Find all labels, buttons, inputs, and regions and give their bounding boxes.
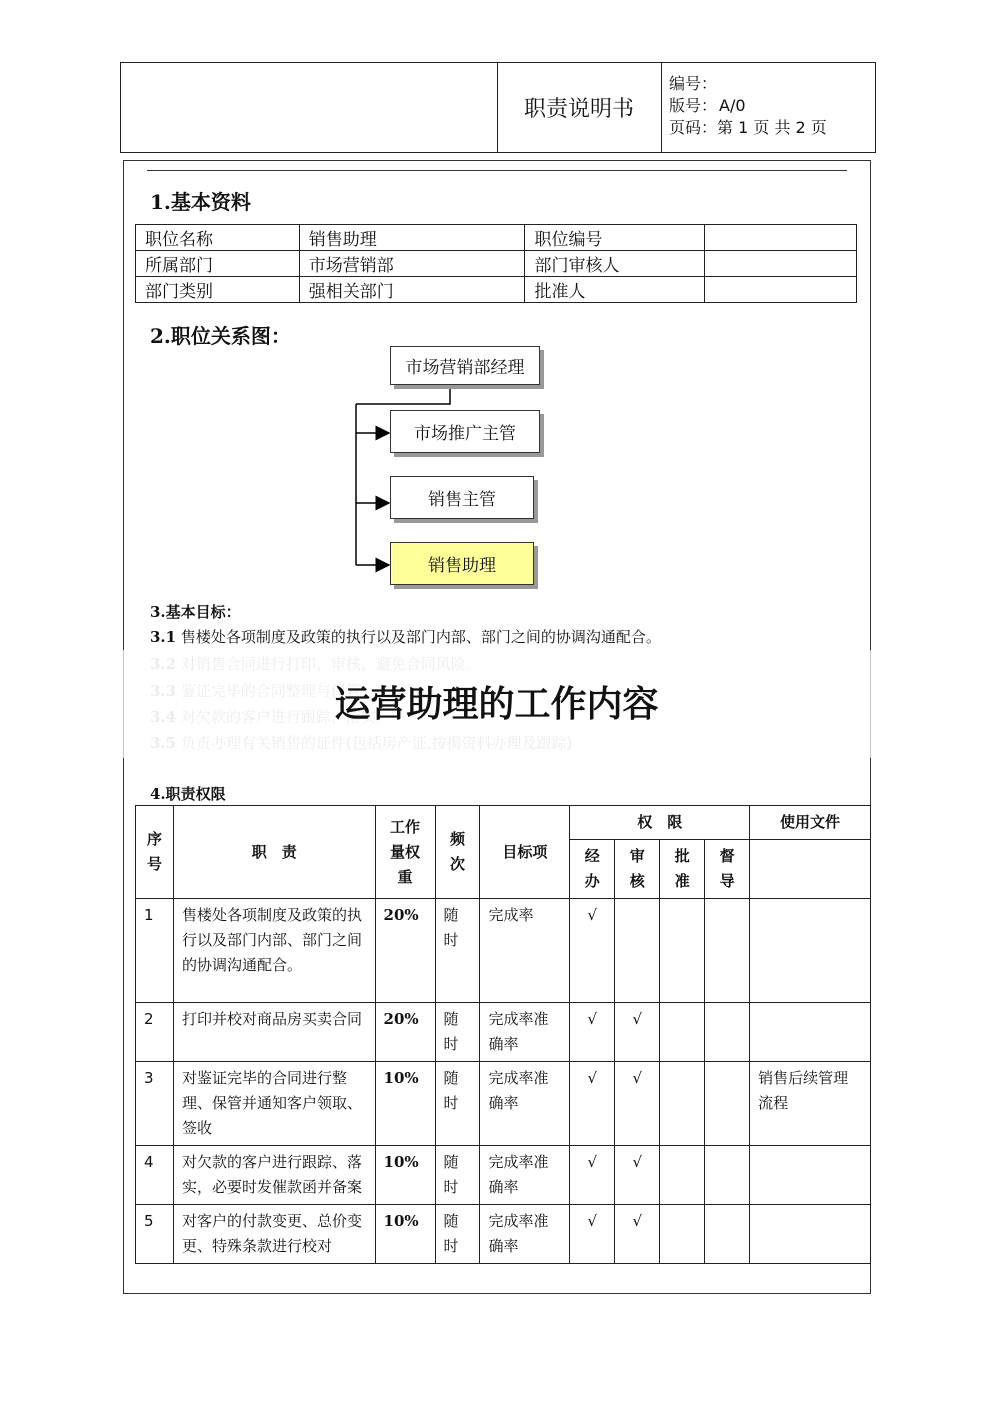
cell-target: 完成率准确率 [480, 1205, 570, 1264]
org-node-sales-assistant: 销售助理 [390, 542, 534, 585]
col-header-review: 审核 [615, 840, 660, 899]
cell-freq: 随时 [435, 1205, 480, 1264]
cell-handle: √ [570, 899, 615, 1003]
cell-supervise [705, 1003, 750, 1062]
cell-weight: 10% [375, 1062, 435, 1146]
table-header-row [136, 806, 871, 840]
cell-docs [750, 899, 871, 1003]
cell-freq: 随时 [435, 899, 480, 1003]
table-cell: 职位编号 [525, 225, 705, 251]
table-row [136, 1062, 871, 1146]
cell-supervise [705, 1062, 750, 1146]
section-goals-title: 3.基本目标： [150, 603, 241, 621]
cell-weight: 10% [375, 1146, 435, 1205]
table-row [136, 1146, 871, 1205]
section-basic-info-title: 1.基本资料 [150, 190, 251, 214]
cell-review: √ [615, 1146, 660, 1205]
col-header-handle: 经办 [570, 840, 615, 899]
cell-approve [660, 1205, 705, 1264]
cell-supervise [705, 1146, 750, 1205]
cell-supervise [705, 1205, 750, 1264]
col-header-approve: 批准 [660, 840, 705, 899]
cell-docs [750, 1146, 871, 1205]
org-node-sales-supervisor: 销售主管 [390, 476, 534, 519]
col-header-supervise: 督导 [705, 840, 750, 899]
cell-no: 1 [136, 899, 174, 1003]
cell-target: 完成率准确率 [480, 1003, 570, 1062]
cell-docs [750, 1003, 871, 1062]
cell-no: 2 [136, 1003, 174, 1062]
version-value: A/0 [719, 96, 746, 115]
table-cell: 部门审核人 [525, 251, 705, 277]
goal-item: 3.1 售楼处各项制度及政策的执行以及部门内部、部门之间的协调沟通配合。 [150, 628, 661, 646]
col-header-duty: 职 责 [173, 806, 375, 899]
section-duties-title: 4.职责权限 [150, 785, 226, 803]
cell-duty: 打印并校对商品房买卖合同 [173, 1003, 375, 1062]
table-cell: 部门类别 [136, 277, 300, 303]
cell-target: 完成率 [480, 899, 570, 1003]
cell-handle: √ [570, 1205, 615, 1264]
table-row [136, 1205, 871, 1264]
cell-approve [660, 899, 705, 1003]
table-row [136, 899, 871, 1003]
version-label: 版号： [669, 96, 718, 115]
cell-supervise [705, 899, 750, 1003]
cell-weight: 20% [375, 899, 435, 1003]
table-cell: 强相关部门 [299, 277, 525, 303]
col-header-no: 序号 [136, 806, 174, 899]
cell-freq: 随时 [435, 1003, 480, 1062]
cell-review: √ [615, 1205, 660, 1264]
overlay-title: 运营助理的工作内容 [334, 684, 659, 725]
col-header-docs: 使用文件 [750, 806, 871, 840]
cell-weight: 20% [375, 1003, 435, 1062]
cell-no: 4 [136, 1146, 174, 1205]
col-header-target: 目标项 [480, 806, 570, 899]
cell-duty: 对客户的付款变更、总价变更、特殊条款进行校对 [173, 1205, 375, 1264]
table-cell: 市场营销部 [299, 251, 525, 277]
section-org-chart-title: 2.职位关系图： [150, 324, 291, 348]
cell-target: 完成率准确率 [480, 1146, 570, 1205]
cell-review [615, 899, 660, 1003]
cell-no: 5 [136, 1205, 174, 1264]
col-header-weight: 工作量权重 [375, 806, 435, 899]
org-node-boss: 市场营销部经理 [390, 346, 540, 385]
org-node-marketing-supervisor: 市场推广主管 [390, 410, 540, 453]
col-header-freq: 频次 [435, 806, 480, 899]
cell-no: 3 [136, 1062, 174, 1146]
duty-table [135, 805, 871, 1264]
cell-approve [660, 1146, 705, 1205]
page-number: 页码：第 1 页 共 2 页 [669, 118, 827, 137]
col-header-empty [750, 840, 871, 899]
cell-duty: 对欠款的客户进行跟踪、落实，必要时发催款函并备案 [173, 1146, 375, 1205]
cell-duty: 售楼处各项制度及政策的执行以及部门内部、部门之间的协调沟通配合。 [173, 899, 375, 1003]
table-row [136, 1003, 871, 1062]
cell-handle: √ [570, 1146, 615, 1205]
col-header-authority: 权 限 [570, 806, 750, 840]
table-cell: 职位名称 [136, 225, 300, 251]
cell-target: 完成率准确率 [480, 1062, 570, 1146]
table-cell: 销售助理 [299, 225, 525, 251]
table-cell: 批准人 [525, 277, 705, 303]
cell-handle: √ [570, 1062, 615, 1146]
code-label: 编号： [669, 74, 718, 93]
cell-freq: 随时 [435, 1146, 480, 1205]
cell-review: √ [615, 1003, 660, 1062]
cell-freq: 随时 [435, 1062, 480, 1146]
cell-docs: 销售后续管理流程 [750, 1062, 871, 1146]
cell-handle: √ [570, 1003, 615, 1062]
cell-weight: 10% [375, 1205, 435, 1264]
cell-duty: 对鉴证完毕的合同进行整理、保管并通知客户领取、签收 [173, 1062, 375, 1146]
cell-approve [660, 1003, 705, 1062]
cell-review: √ [615, 1062, 660, 1146]
document-title: 职责说明书 [497, 63, 662, 152]
table-cell: 所属部门 [136, 251, 300, 277]
cell-approve [660, 1062, 705, 1146]
cell-docs [750, 1205, 871, 1264]
